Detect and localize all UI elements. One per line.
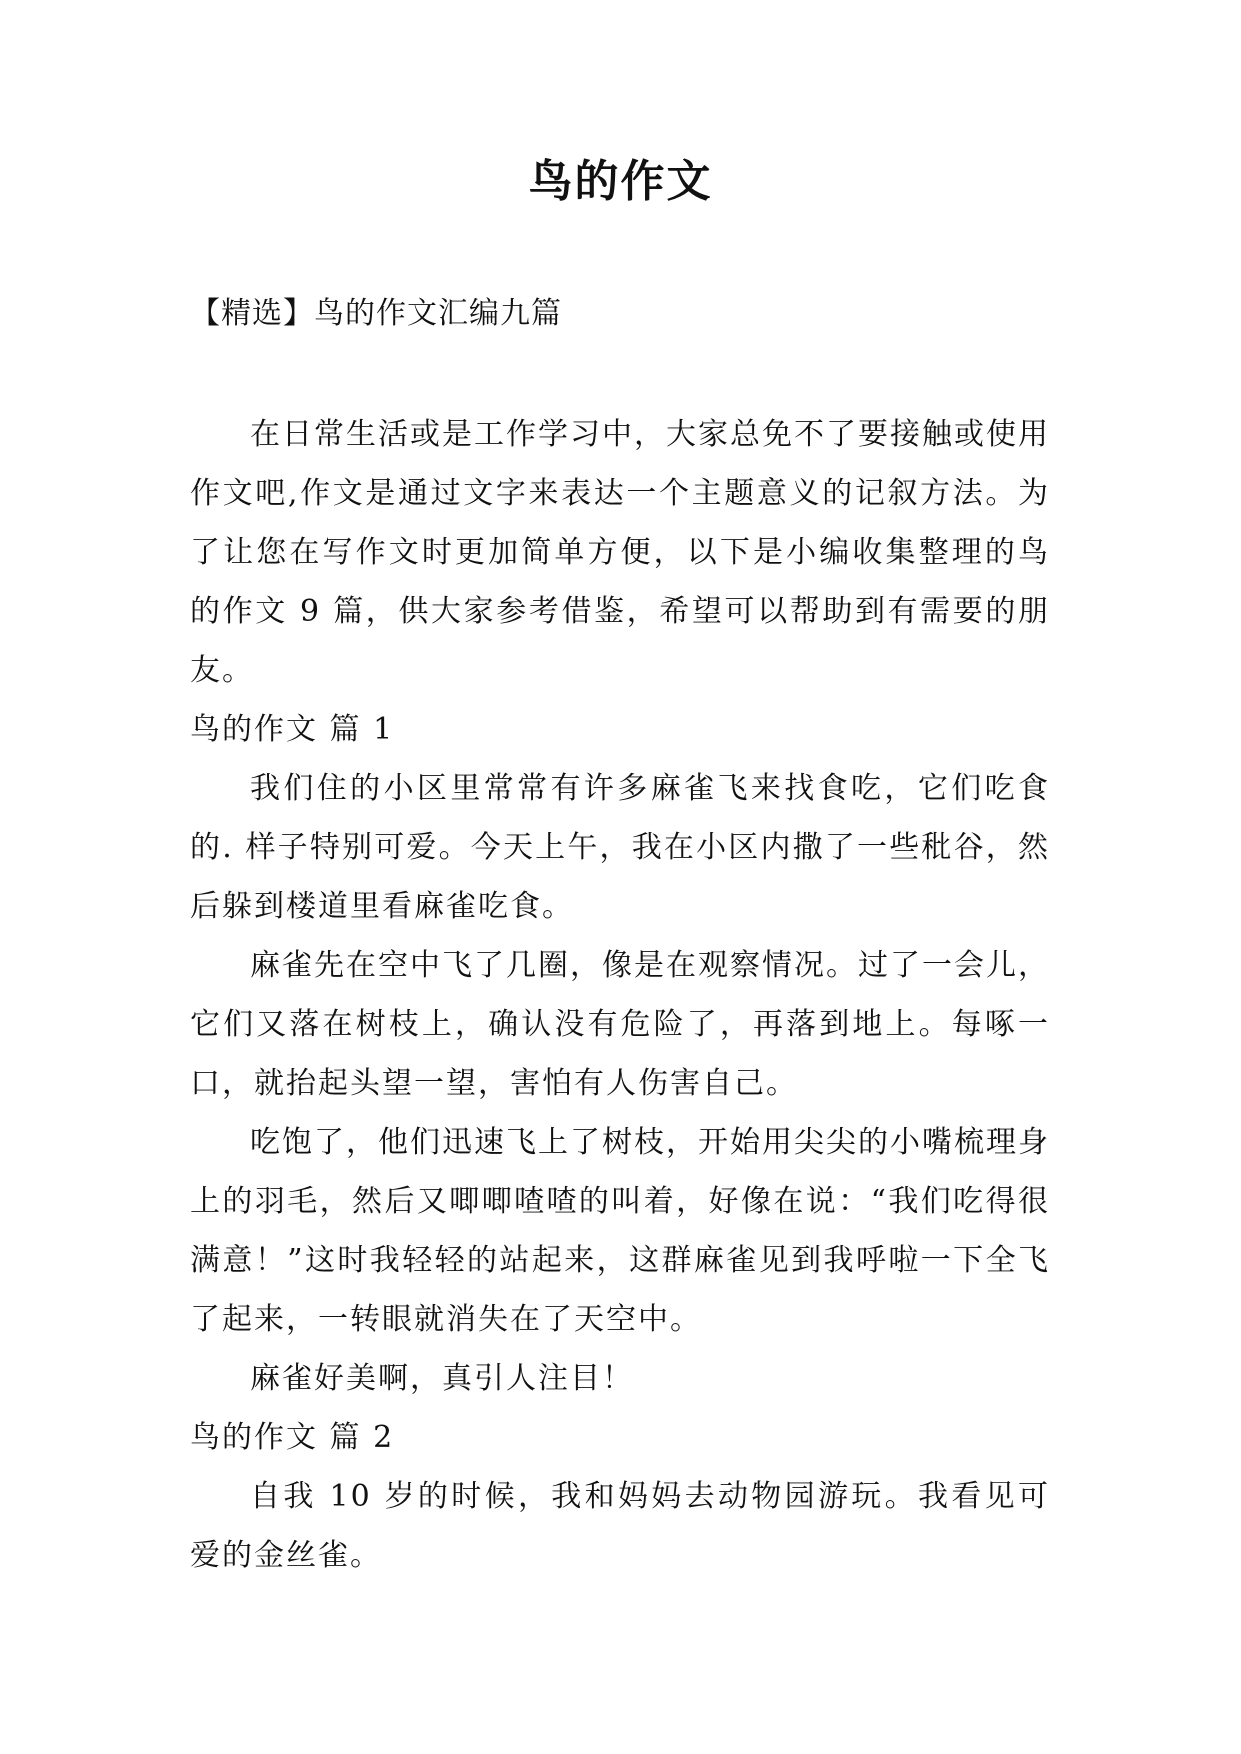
document-body (190, 405, 1050, 1585)
paragraph: 麻雀好美啊，真引人注目！ (250, 1361, 634, 1396)
paragraph: 麻雀先在空中飞了几圈，像是在观察情况。过了一会儿，它们又落在树枝上，确认没有危险了，再落到地上。每啄一口，就抬起头望一望，害怕有人伤害自己。 (190, 948, 1050, 1101)
paragraph: 自我 10 岁的时候，我和妈妈去动物园游玩。我看见可爱的金丝雀。 (190, 1479, 1050, 1573)
document-subtitle: 【精选】鸟的作文汇编九篇 (190, 296, 562, 331)
intro-paragraph: 在日常生活或是工作学习中，大家总免不了要接触或使用作文吧,作文是通过文字来表达一个主题意义的记叙方法。为了让您在写作文时更加简单方便，以下是小编收集整理的鸟的作文 9 篇，供大家参考借鉴，希望可以帮助到有需要的朋友。 (190, 417, 1050, 688)
paragraph: 吃饱了，他们迅速飞上了树枝，开始用尖尖的小嘴梳理身上的羽毛，然后又唧唧喳喳的叫着，好像在说：“我们吃得很满意！”这时我轻轻的站起来，这群麻雀见到我呼啦一下全飞了起来，一转眼就消失在了天空中。 (190, 1125, 1050, 1337)
section-heading: 鸟的作文 篇 1 (190, 712, 395, 747)
section-heading: 鸟的作文 篇 2 (190, 1420, 395, 1455)
paragraph: 我们住的小区里常常有许多麻雀飞来找食吃，它们吃食的. 样子特别可爱。今天上午，我在小区内撒了一些秕谷，然后躲到楼道里看麻雀吃食。 (190, 771, 1050, 924)
document-title: 鸟的作文 (528, 156, 713, 207)
